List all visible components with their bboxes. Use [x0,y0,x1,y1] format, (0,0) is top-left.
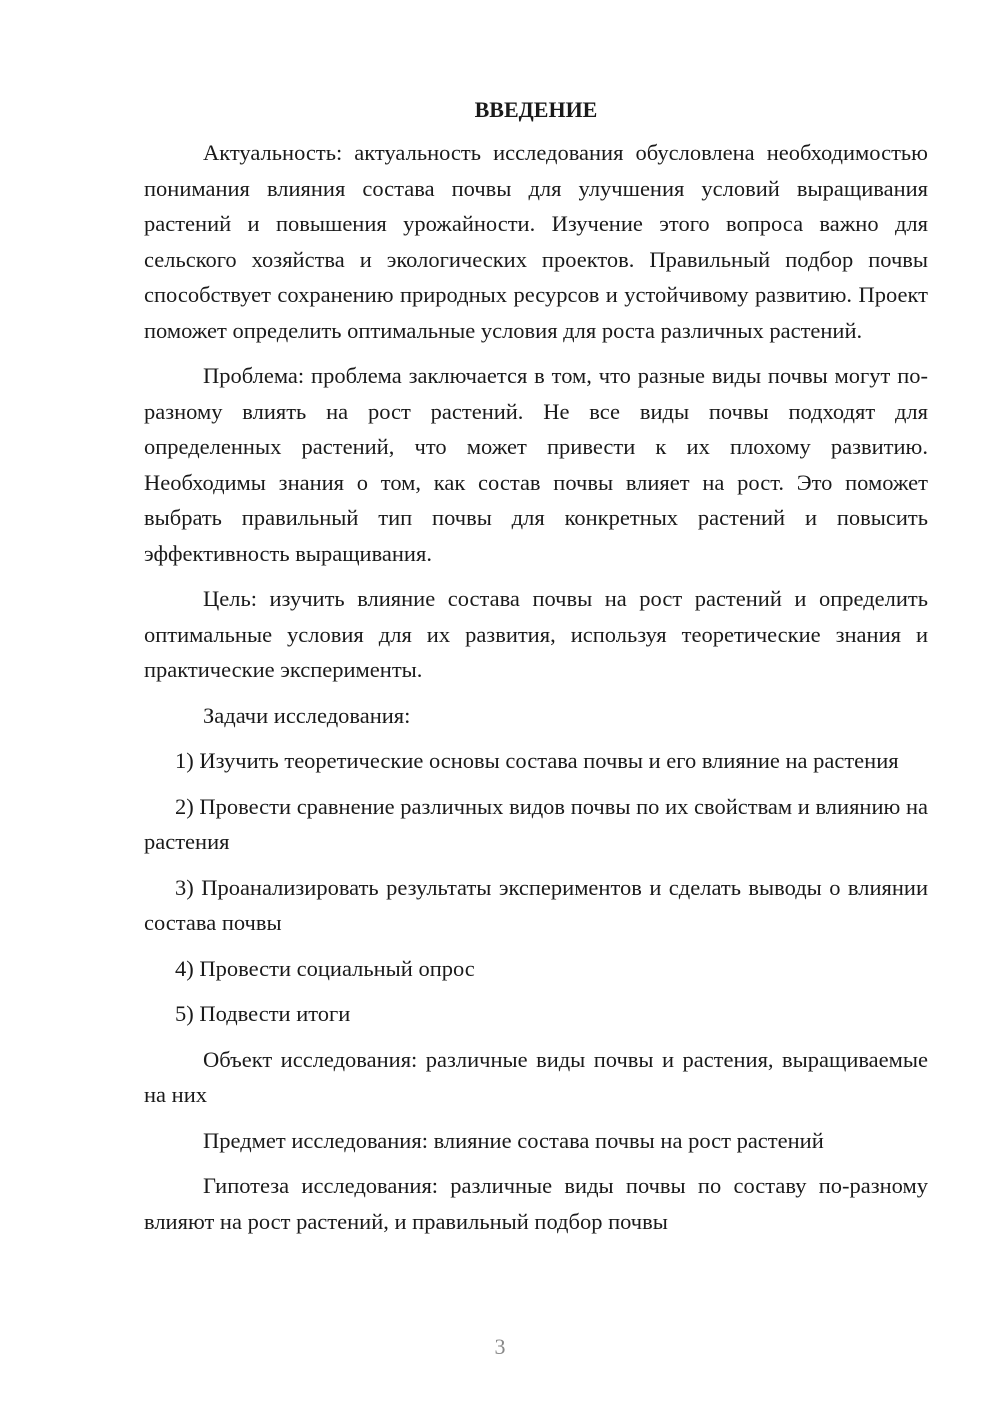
list-item: 5) Подвести итоги [175,1001,351,1026]
tasks-list [144,743,928,1032]
problem-paragraph: Проблема: проблема заключается в том, что разные виды почвы могут по-разному влиять на рост растений. Не все виды почвы подходят для определенных растений, что может привести к их плохому развитию. Необходимы знания о том, как состав почвы влияет на рост. Это поможет выбрать правильный тип почвы для конкретных растений и повысить эффективность выращивания. [144,363,928,566]
subject-paragraph: Предмет исследования: влияние состава почвы на рост растений [203,1127,824,1153]
relevance-paragraph: Актуальность: актуальность исследования обусловлена необходимостью понимания влияния состава почвы для улучшения условий выращивания растений и повышения урожайности. Изучение этого вопроса важно для сельского хозяйства и экологических проектов. Правильный подбор почвы способствует сохранению природных ресурсов и устойчивому развитию. Проект поможет определить оптимальные условия для роста различных растений. [144,140,928,343]
tasks-heading: Задачи исследования: [203,702,411,728]
list-item: 3) Проанализировать результаты экспериментов и сделать выводы о влиянии состава почвы [144,874,928,935]
page-title: ВВЕДЕНИЕ [474,97,598,122]
goal-paragraph: Цель: изучить влияние состава почвы на рост растений и определить оптимальные условия для их развития, используя теоретические знания и практические эксперименты. [144,586,928,682]
page-number: 3 [494,1334,506,1359]
hypothesis-paragraph: Гипотеза исследования: различные виды почвы по составу по-разному влияют на рост растений, и правильный подбор почвы [144,1173,928,1234]
list-item: 1) Изучить теоретические основы состава почвы и его влияние на растения [175,748,899,773]
list-item: 4) Провести социальный опрос [175,955,475,981]
page-content [144,95,928,1239]
object-paragraph: Объект исследования: различные виды почвы и растения, выращиваемые на них [144,1046,928,1107]
list-item: 2) Провести сравнение различных видов почвы по их свойствам и влиянию на растения [144,793,928,854]
